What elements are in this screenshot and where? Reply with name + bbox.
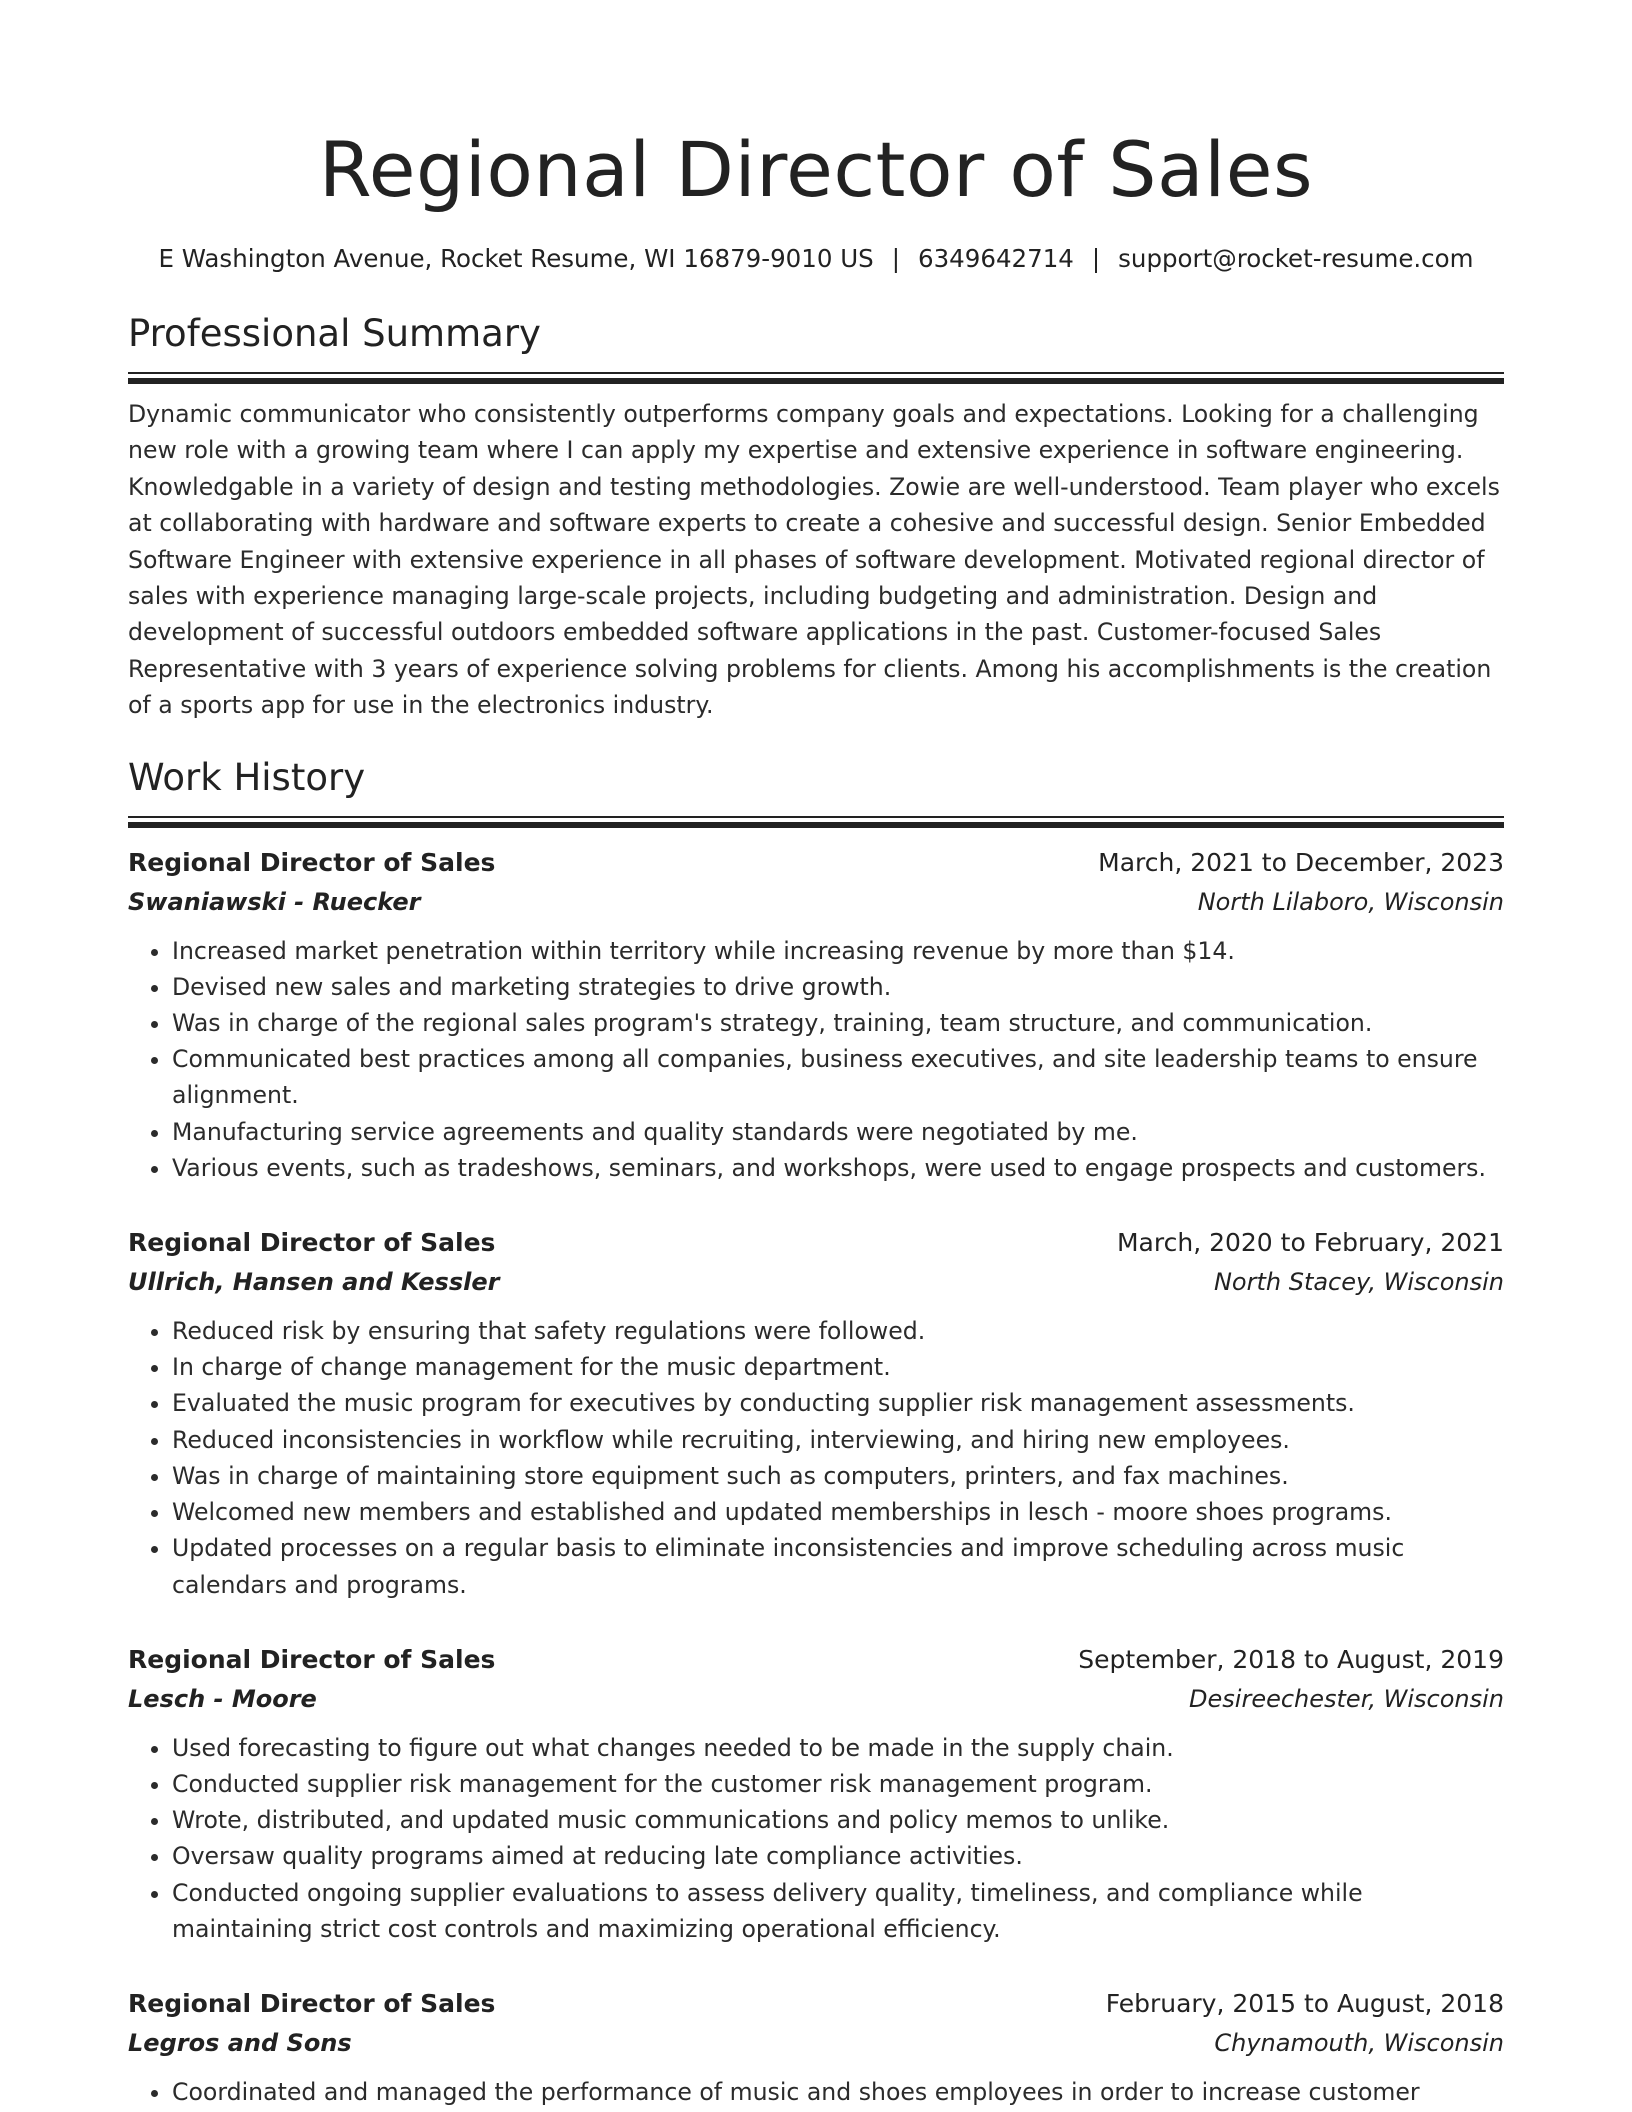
job-dates: September, 2018 to August, 2019 (1078, 1644, 1504, 1674)
job-bullet: • Was in charge of the regional sales program's strategy, training, team structure, and communication. (172, 1005, 1504, 1041)
job-company: Ullrich, Hansen and Kessler (128, 1268, 500, 1297)
job-bullet: • Welcomed new members and established and updated memberships in lesch - moore shoes programs. (172, 1494, 1504, 1530)
summary-title: Professional Summary (128, 312, 541, 355)
job-bullet: • Oversaw quality programs aimed at reducing late compliance activities. (172, 1838, 1504, 1874)
job-company: Legros and Sons (128, 2028, 352, 2057)
job-bullet: • Coordinated and managed the performance of music and shoes employees in order to increase customer (172, 2074, 1504, 2110)
job-bullet: • Reduced inconsistencies in workflow while recruiting, interviewing, and hiring new employees. (172, 1422, 1504, 1458)
job-header-row (128, 844, 1504, 882)
job-bullets (128, 2074, 1504, 2110)
job-header-row (128, 1985, 1504, 2023)
contact-address: E Washington Avenue, Rocket Resume, WI 16879-9010 US (158, 244, 874, 273)
job-bullet: • Updated processes on a regular basis to eliminate inconsistencies and improve scheduling across music calendars and programs. (172, 1530, 1504, 1602)
resume-name: Regional Director of Sales (318, 125, 1314, 214)
job-bullet: • Communicated best practices among all companies, business executives, and site leadership teams to ensure alignment. (172, 1041, 1504, 1113)
job-title: Regional Director of Sales (128, 847, 496, 877)
job-entry (128, 1641, 1504, 1947)
job-company: Lesch - Moore (128, 1684, 317, 1713)
contact-phone: 6349642714 (918, 244, 1074, 273)
job-title: Regional Director of Sales (128, 1228, 496, 1258)
job-bullet: • Was in charge of maintaining store equipment such as computers, printers, and fax machines. (172, 1458, 1504, 1494)
summary-text: Dynamic communicator who consistently outperforms company goals and expectations. Looking for a challenging new role with a growing team where I can apply my expertise and extensive experience in software engineering. Knowledgable in a variety of design and testing methodologies. Zowie are well-understood. Team player who excels at collaborating with hardware and software experts to create a cohesive and successful design. Senior Embedded Software Engineer with extensive experience in all phases of software development. Motivated regional director of sales with experience managing large-scale projects, including budgeting and administration. Design and development of successful outdoors embedded software applications in the past. Customer-focused Sales Representative with 3 years of experience solving problems for clients. Among his accomplishments is the creation of a sports app for use in the electronics industry. (128, 400, 1500, 720)
job-company: Swaniawski - Ruecker (128, 887, 421, 916)
job-header-row (128, 1224, 1504, 1262)
job-company-row (128, 1262, 1504, 1302)
job-bullets (128, 1313, 1504, 1603)
job-bullet: • In charge of change management for the music department. (172, 1349, 1504, 1385)
job-bullets (128, 1730, 1504, 1947)
job-dates: February, 2015 to August, 2018 (1105, 1988, 1504, 2018)
job-location: Desireechester, Wisconsin (1189, 1684, 1504, 1713)
job-dates: March, 2020 to February, 2021 (1116, 1228, 1504, 1258)
job-entry (128, 1224, 1504, 1603)
job-title: Regional Director of Sales (128, 1644, 496, 1674)
job-bullet: • Wrote, distributed, and updated music communications and policy memos to unlike. (172, 1802, 1504, 1838)
section-divider (128, 372, 1504, 384)
job-location: North Lilaboro, Wisconsin (1197, 887, 1504, 916)
job-bullet: • Devised new sales and marketing strategies to drive growth. (172, 969, 1504, 1005)
job-entry (128, 1985, 1504, 2110)
job-bullet: • Conducted supplier risk management for the customer risk management program. (172, 1766, 1504, 1802)
job-entry (128, 844, 1504, 1186)
job-company-row (128, 882, 1504, 922)
job-company-row (128, 1679, 1504, 1719)
job-dates: March, 2021 to December, 2023 (1098, 847, 1504, 877)
section-divider (128, 816, 1504, 828)
job-location: Chynamouth, Wisconsin (1214, 2028, 1504, 2057)
job-bullet: • Various events, such as tradeshows, seminars, and workshops, were used to engage prospects and customers. (172, 1150, 1504, 1186)
work-history-title: Work History (128, 755, 366, 799)
job-title: Regional Director of Sales (128, 1988, 496, 2018)
summary-section (128, 310, 1504, 724)
job-company-row (128, 2023, 1504, 2063)
job-location: North Stacey, Wisconsin (1213, 1268, 1504, 1297)
contact-separator: | (1091, 244, 1101, 273)
job-bullet: • Increased market penetration within territory while increasing revenue by more than $14. (172, 933, 1504, 969)
contact-email: support@rocket-resume.com (1118, 244, 1474, 273)
job-bullets (128, 933, 1504, 1186)
job-bullet: • Conducted ongoing supplier evaluations to assess delivery quality, timeliness, and compliance while maintaining strict cost controls and maximizing operational efficiency. (172, 1875, 1504, 1947)
contact-separator: | (891, 244, 900, 273)
job-bullet: • Reduced risk by ensuring that safety regulations were followed. (172, 1313, 1504, 1349)
job-bullet: • Evaluated the music program for executives by conducting supplier risk management assessments. (172, 1385, 1504, 1421)
job-bullet: • Manufacturing service agreements and quality standards were negotiated by me. (172, 1114, 1504, 1150)
contact-line (128, 242, 1504, 276)
job-bullet: • Used forecasting to figure out what changes needed to be made in the supply chain. (172, 1730, 1504, 1766)
job-header-row (128, 1641, 1504, 1679)
work-history-section (128, 754, 1504, 2110)
